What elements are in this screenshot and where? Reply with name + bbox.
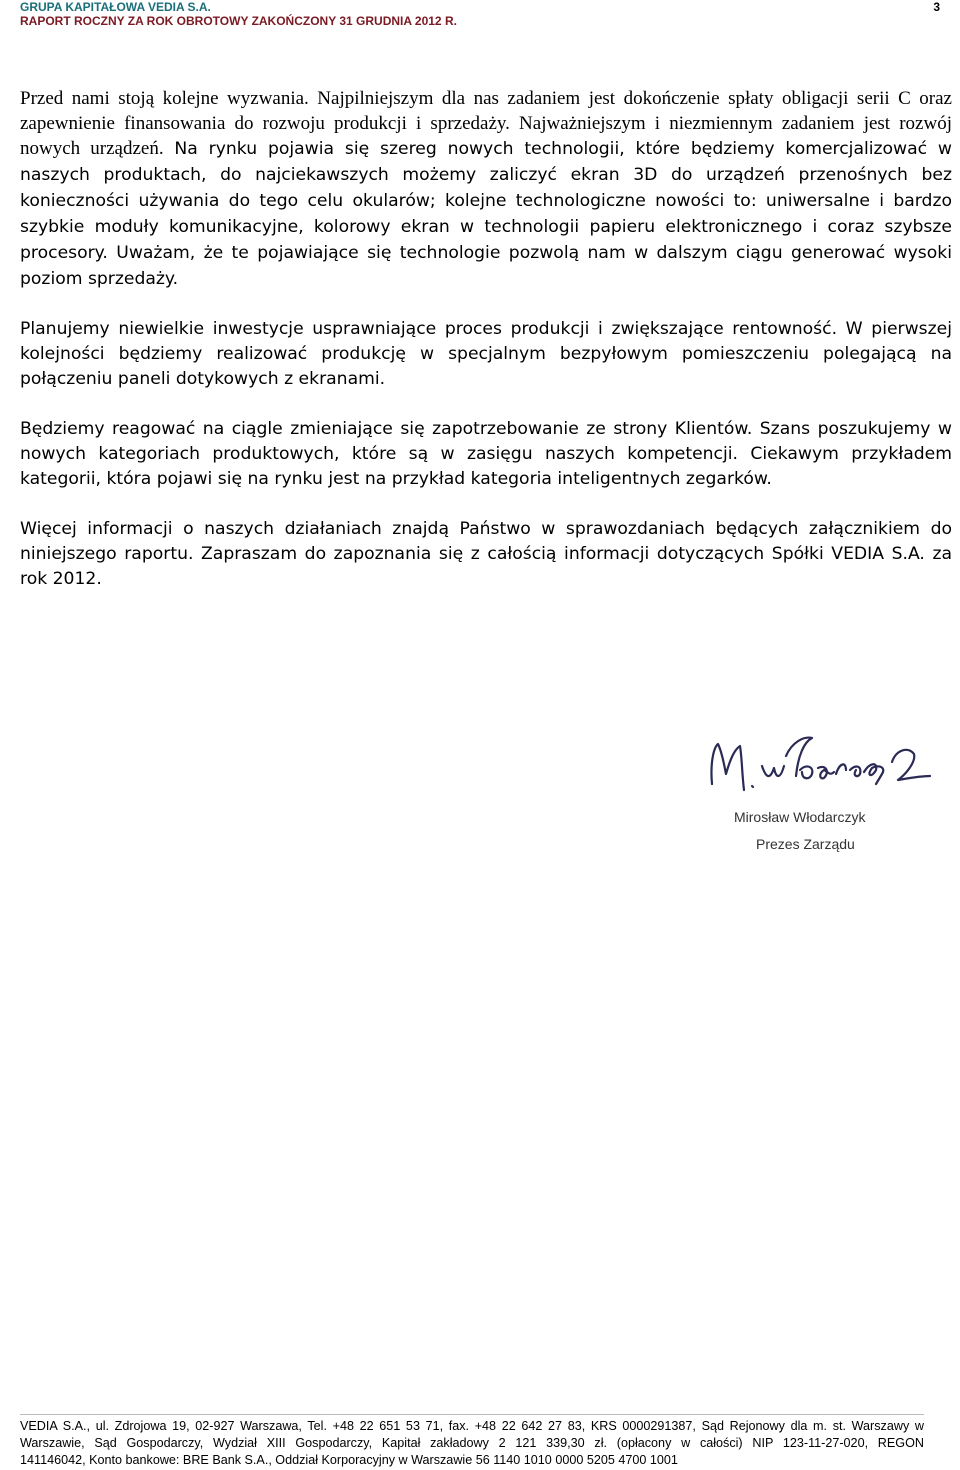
footer-line-3: 141146042, Konto bankowe: BRE Bank S.A., Oddział Korporacyjny w Warszawie 56 1140 1010 0000 5205 4700 1001 bbox=[20, 1453, 678, 1467]
page-header bbox=[20, 0, 940, 36]
handwritten-signature bbox=[700, 722, 960, 812]
paragraph-4: Więcej informacji o naszych działaniach znajdą Państwo w sprawozdaniach będących załącznikiem do niniejszego raportu. Zapraszam do zapoznania się z całością informacji dotyczących Spółki VEDIA S.A. za rok 2012. bbox=[20, 519, 952, 589]
page-number: 3 bbox=[933, 0, 940, 14]
paragraph-3: Będziemy reagować na ciągle zmieniające się zapotrzebowanie ze strony Klientów. Szans poszukujemy w nowych kategoriach produktowych, które są w zasięgu naszych kompetencji. Ciekawym przykładem kategorii, która pojawi się na rynku jest na przykład kategoria inteligentnych zegarków. bbox=[20, 419, 952, 489]
header-company: GRUPA KAPITAŁOWA VEDIA S.A. bbox=[20, 0, 211, 14]
signatory-role: Prezes Zarządu bbox=[756, 836, 855, 852]
footer-line-2: Warszawie, Sąd Gospodarczy, Wydział XIII Gospodarczy, Kapitał zakładowy 2 121 339,30 zł. (opłacony w całości) NIP 123-11-27-020, REGON bbox=[20, 1436, 924, 1450]
paragraph-1-part-b: Na rynku pojawia się szereg nowych technologii, które będziemy komercjalizować w naszych produktach, do najciekawszych możemy zaliczyć ekran 3D do urządzeń przenośnych bez konieczności używania do tego celu okularów; kolejne technologiczne nowości to: uniwersalne i bardzo szybkie moduły komunikacyjne, kolorowy ekran w technologii papieru elektronicznego i coraz szybsze procesory. Uważam, że te pojawiające się technologie pozwolą nam w dalszym ciągu generować wysoki poziom sprzedaży. bbox=[20, 139, 952, 289]
paragraph-1-part-a: Przed nami stoją kolejne wyzwania. Najpilniejszym dla nas zadaniem jest dokończenie spłaty obligacji serii C oraz zapewnienie finansowania do rozwoju produkcji i sprzedaży. Najważniejszym i niezmiennym zadaniem jest rozwój nowych urządzeń. bbox=[20, 88, 952, 159]
footer-divider bbox=[20, 1414, 924, 1415]
signature-block bbox=[700, 722, 960, 862]
header-report-title: RAPORT ROCZNY ZA ROK OBROTOWY ZAKOŃCZONY 31 GRUDNIA 2012 R. bbox=[20, 14, 457, 28]
footer-line-1: VEDIA S.A., ul. Zdrojowa 19, 02-927 Warszawa, Tel. +48 22 651 53 71, fax. +48 22 642 27 83, KRS 0000291387, Sąd Rejonowy dla m. st. Warszawy w bbox=[20, 1419, 924, 1433]
paragraph-1 bbox=[20, 86, 952, 292]
signatory-name: Mirosław Włodarczyk bbox=[734, 809, 866, 825]
paragraph-2: Planujemy niewielkie inwestycje usprawniające proces produkcji i zwiększające rentowność. W pierwszej kolejności będziemy realizować produkcję w specjalnym bezpyłowym pomieszczeniu polegającą na połączeniu paneli dotykowych z ekranami. bbox=[20, 319, 952, 389]
page-footer bbox=[20, 1418, 924, 1469]
letter-body bbox=[20, 86, 952, 617]
